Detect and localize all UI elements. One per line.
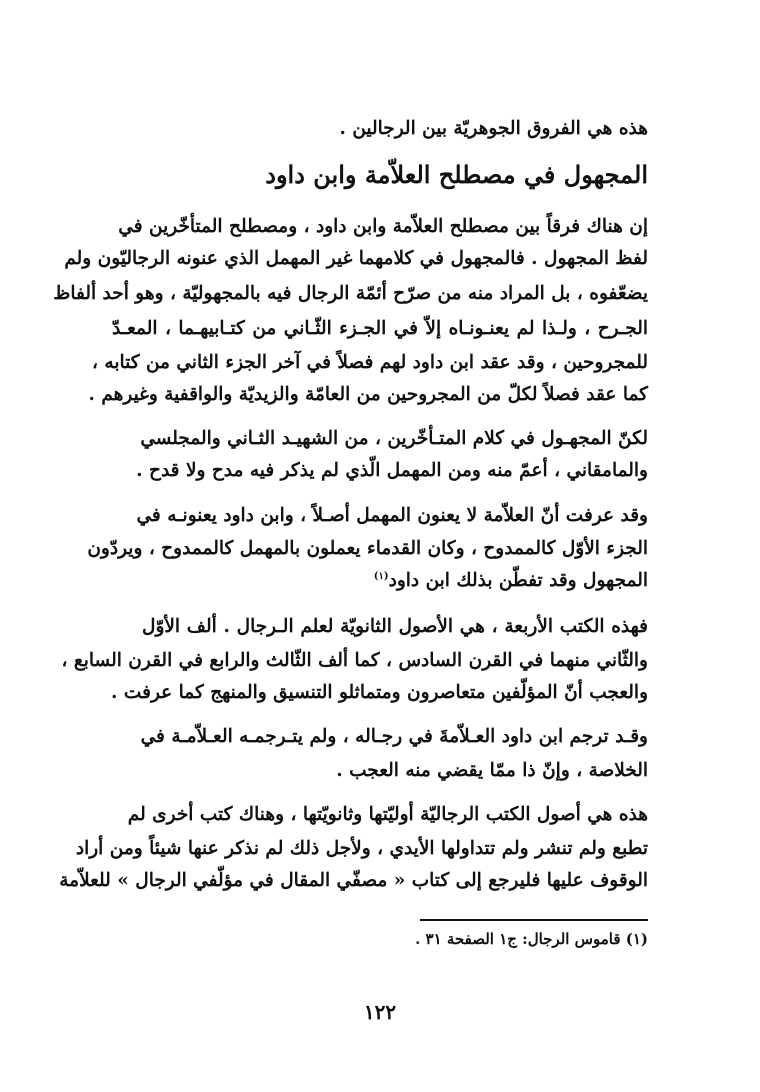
footnote-divider (420, 919, 648, 921)
page-number: ١٢٢ (363, 1000, 397, 1024)
paragraph-line: الخلاصة ، وإنّ ذا ممّا يقضي منه العجب . (336, 760, 648, 781)
footnote: (١) قاموس الرجال: ج١ الصفحة ٣١ . (415, 930, 648, 948)
paragraph-line-text: المجهول وقد تفطّن بذلك ابن داود (388, 570, 648, 592)
paragraph-line: يضعّفوه ، بل المراد منه من صرّح أئمّة الرجال فيه بالمجهوليّة ، وهو أحد ألفاظ (53, 283, 648, 304)
paragraph-line: الوقوف عليها فليرجع إلى كتاب « مصفّي المقال في مؤلّفي الرجال » للعلاّمة (59, 870, 648, 891)
paragraph-line (374, 572, 648, 591)
paragraph-line: فهذه الكتب الأربعة ، هي الأصول الثانويّة لعلم الـرجال . ألف الأوّل (142, 616, 648, 637)
paragraph-line: للمجروحين ، وقد عقد ابن داود لهم فصلاً في آخر الجزء الثاني من كتابه ، (92, 352, 648, 373)
paragraph-line: والمامقاني ، أعمّ منه ومن المهمل الّذي لم يذكر فيه مدح ولا قدح . (136, 460, 648, 481)
paragraph-line: والثّاني منهما في القرن السادس ، كما ألف الثّالث والرابع في القرن السابع ، (61, 650, 648, 671)
paragraph-line: وقد عرفت أنّ العلاّمة لا يعنون المهمل أصـلاً ، وابن داود يعنونـه في (136, 505, 648, 526)
paragraph-line: والعجب أنّ المؤلّفين متعاصرون ومتماثلو التنسيق والمنهج كما عرفت . (111, 682, 648, 703)
paragraph-line: إن هناك فرقاً بين مصطلح العلاّمة وابن داود ، ومصطلح المتأخّرين في (118, 216, 648, 237)
footnote-ref: (١) (373, 571, 389, 582)
paragraph-line: لفظ المجهول . فالمجهول في كلامهما غير المهمل الذي عنونه الرجاليّون ولم (64, 248, 648, 269)
section-heading: المجهول في مصطلح العلاّمة وابن داود (265, 160, 648, 189)
paragraph-line: لكنّ المجهـول في كلام المتـأخّرين ، من الشهيـد الثـاني والمجلسي (140, 428, 648, 449)
intro-line: هذه هي الفروق الجوهريّة بين الرجالين . (339, 118, 648, 139)
paragraph-line: كما عقد فصلاً لكلّ من المجروحين من العامّة والزيديّة والواقفية وغيرهم . (88, 384, 648, 405)
paragraph-line: تطبع ولم تنشر ولم تتداولها الأيدي ، ولأجل ذلك لم نذكر عنها شيئاً ومن أراد (75, 838, 648, 859)
paragraph-line: الجـرح ، ولـذا لم يعنـونـاه إلاّ في الجـزء الثّـاني من كتـابيهـما ، المعـدّ (112, 318, 648, 339)
paragraph-line: هذه هي أصول الكتب الرجاليّة أوليّتها وثانويّتها ، وهناك كتب أخرى لم (127, 804, 648, 825)
paragraph-line: الجزء الأوّل كالممدوح ، وكان القدماء يعملون بالمهمل كالممدوح ، ويردّون (87, 538, 648, 559)
paragraph-line: وقـد ترجم ابن داود العـلاّمةَ في رجـاله ، ولم يتـرجمـه العـلاّمـة في (140, 726, 648, 747)
